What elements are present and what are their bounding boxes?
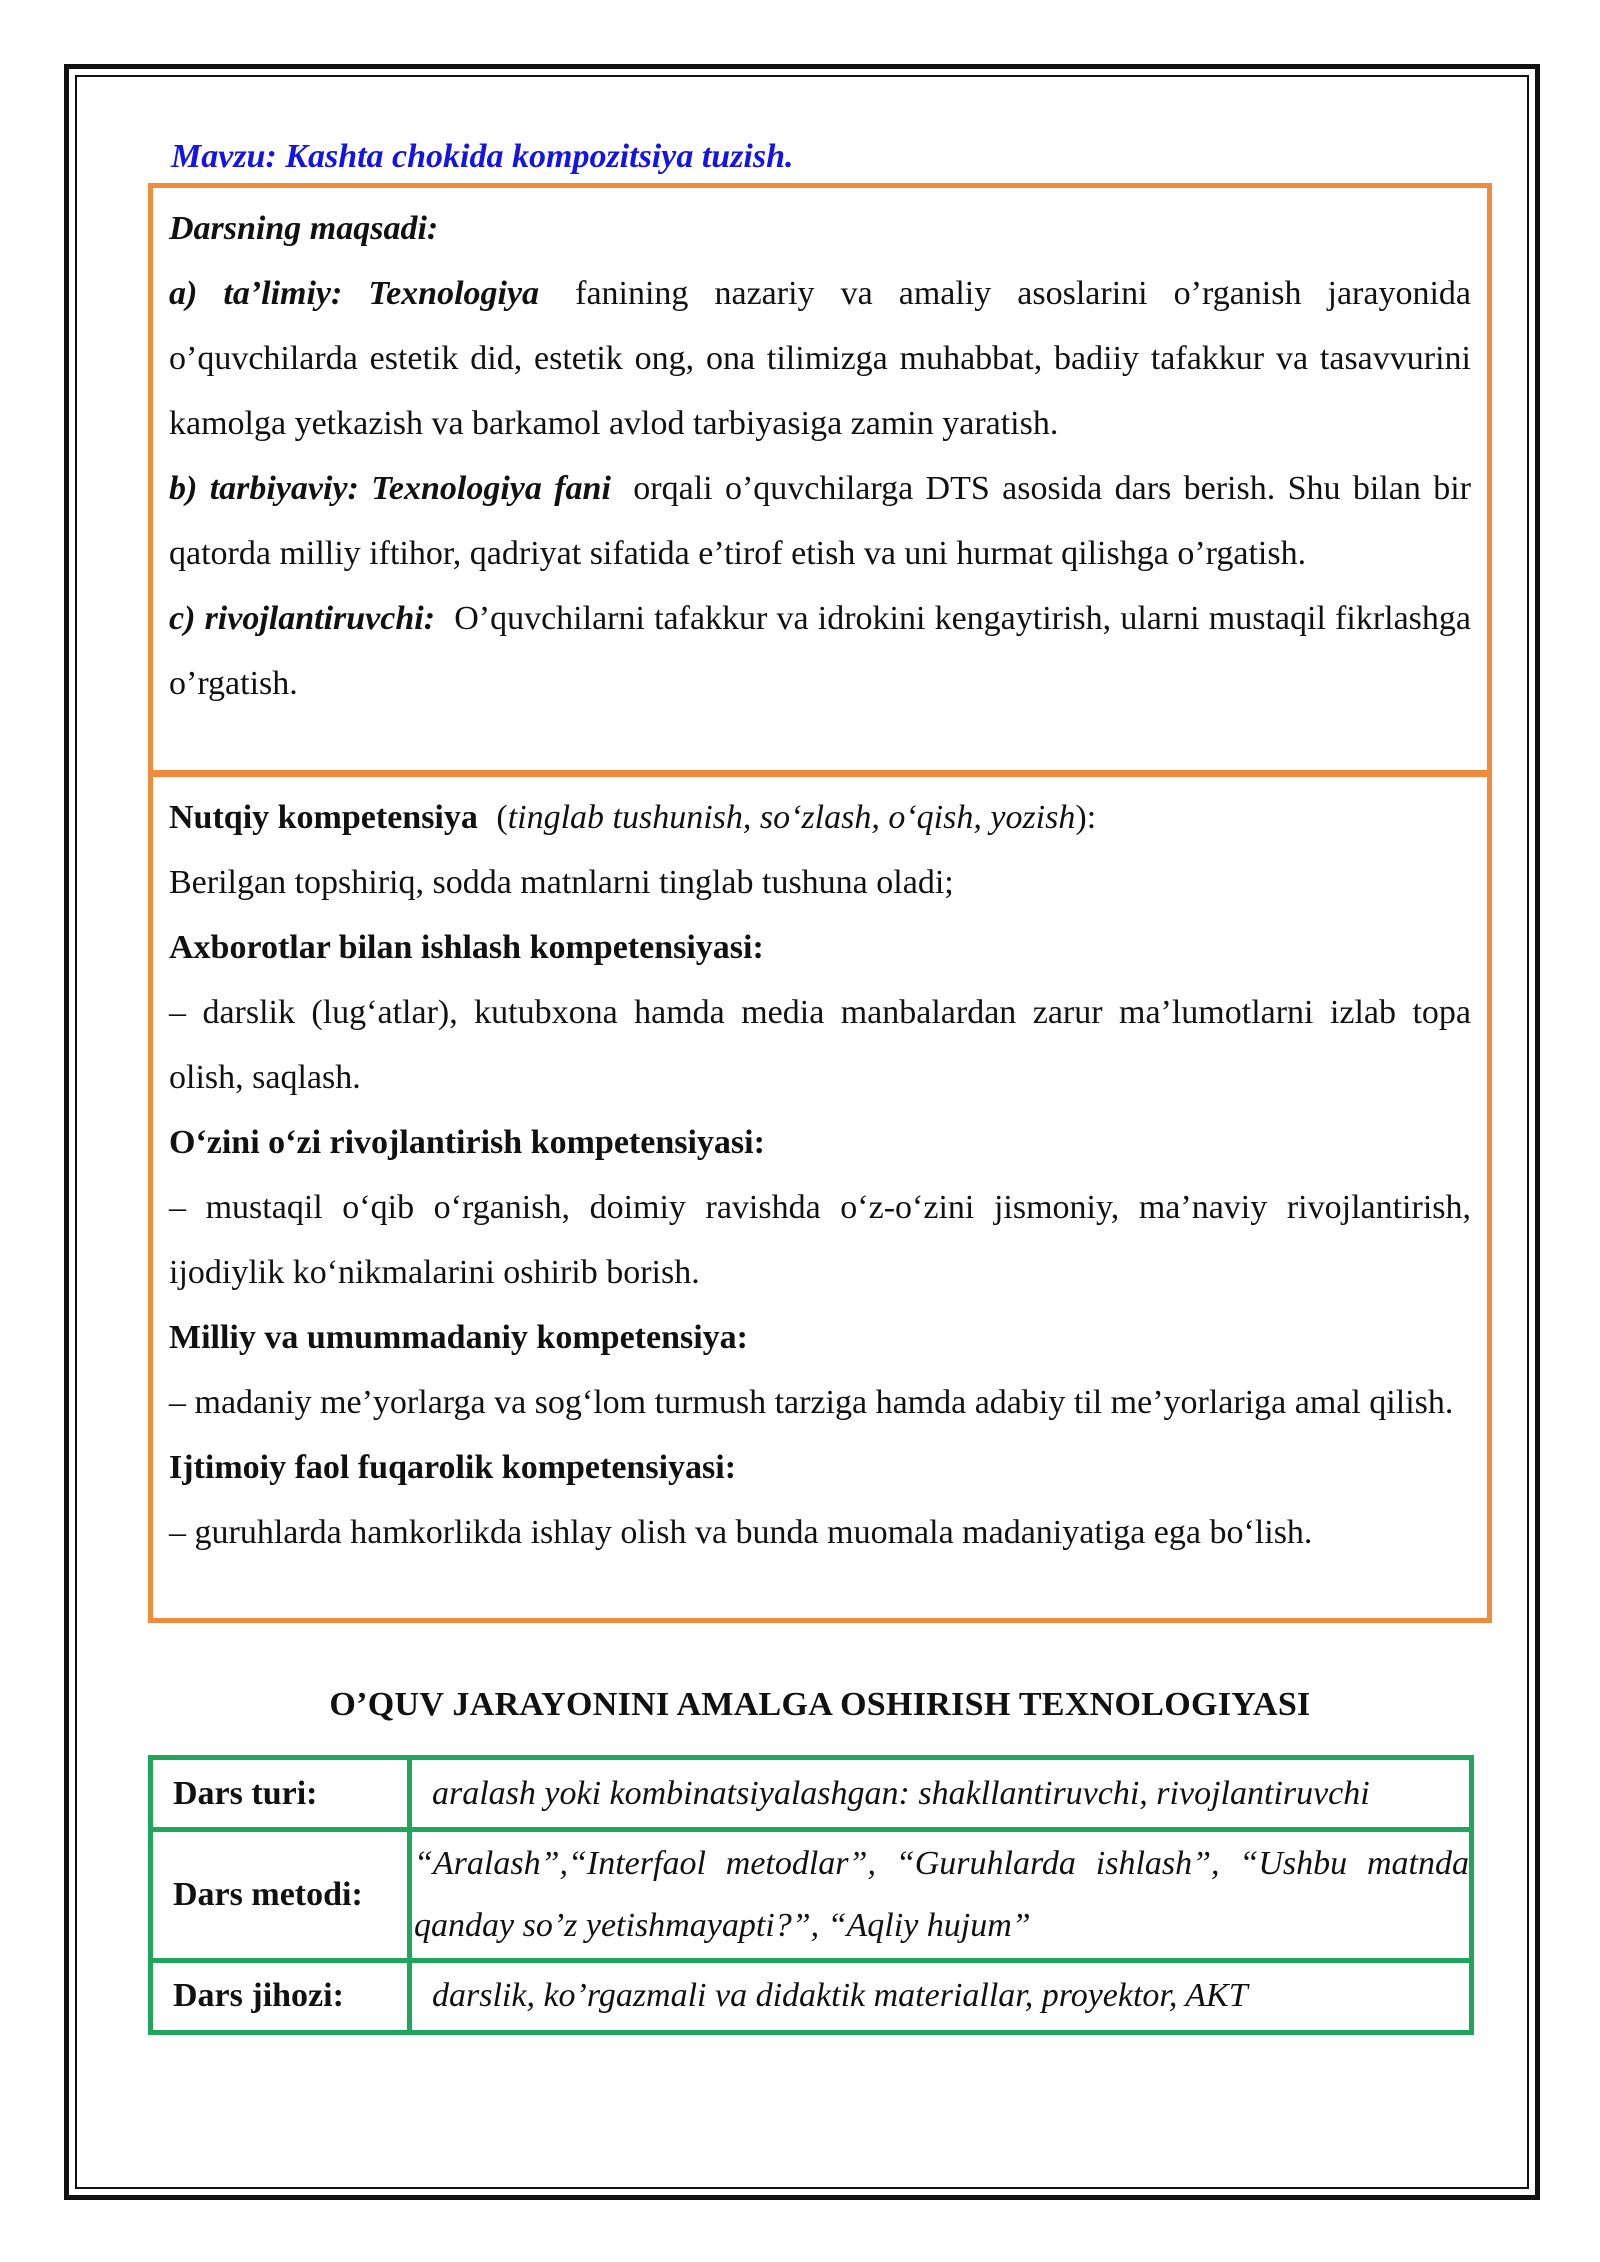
speech-competency-title: Nutqiy kompetensiya — [169, 799, 478, 836]
goal-upbringing — [169, 456, 1471, 586]
speech-paren-close: ): — [1075, 799, 1097, 836]
civic-competency-text: – guruhlarda hamkorlikda ishlay olish va bunda muomala madaniyatiga ega bo‘lish. — [169, 1514, 1313, 1551]
table-row-lesson-type — [151, 1758, 1472, 1830]
goal-upbringing-label: b) tarbiyaviy: — [169, 470, 359, 507]
speech-competency-skills: tinglab tushunish, so‘zlash, o‘qish, yozish — [507, 799, 1076, 836]
goal-developmental-label: c) rivojlantiruvchi: — [169, 600, 436, 637]
culture-competency-title: Milliy va umummadaniy kompetensiya: — [169, 1319, 748, 1356]
goal-educational — [169, 261, 1471, 456]
selfdev-competency-title: O‘zini o‘zi rivojlantirish kompetensiyasi: — [169, 1124, 765, 1161]
goals-heading-text: Darsning maqsadi: — [169, 210, 439, 247]
goal-developmental-text: O’quvchilarni tafakkur va idrokini kengaytirish, ularni mustaqil fikrlashga o’rgatish. — [169, 600, 1472, 702]
section-title: O’QUV JARAYONINI AMALGA OSHIRISH TEXNOLOGIYASI — [329, 1686, 1311, 1723]
lesson-type-value: aralash yoki kombinatsiyalashgan: shakllantiruvchi, rivojlantiruvchi — [410, 1758, 1472, 1830]
speech-competency-heading — [169, 785, 1471, 850]
culture-competency-text: – madaniy me’yorlarga va sog‘lom turmush tarziga hamda adabiy til me’yorlariga amal qilish. — [169, 1384, 1454, 1421]
goal-educational-subject: Texnologiya — [368, 275, 540, 312]
lesson-equipment-value: darslik, ko’rgazmali va didaktik materiallar, proyektor, AKT — [410, 1960, 1472, 2032]
goal-upbringing-subject: Texnologiya fani — [371, 470, 611, 507]
table-row-lesson-method — [151, 1830, 1472, 1960]
info-competency-text: – darslik (lug‘atlar), kutubxona hamda media manbalardan zarur ma’lumotlarni izlab topa olish, saqlash. — [169, 994, 1471, 1096]
civic-competency-title: Ijtimoiy faol fuqarolik kompetensiyasi: — [169, 1449, 737, 1486]
lesson-technology-table — [148, 1755, 1474, 2035]
goal-educational-label: a) ta’limiy: — [169, 275, 343, 312]
goals-heading — [169, 196, 1471, 261]
lesson-method-label: Dars metodi: — [151, 1830, 410, 1960]
speech-paren-open: ( — [496, 799, 508, 836]
lesson-method-value: “Aralash”,“Interfaol metodlar”, “Guruhlarda ishlash”, “Ushbu matnda qanday so’z yetishmayapti?”, “Aqliy hujum” — [410, 1830, 1472, 1960]
goal-upbringing-text: orqali o’quvchilarga DTS asosida dars berish. Shu bilan bir qatorda milliy iftihor, qadriyat sifatida e’tirof etish va uni hurmat qilishga o’rgatish. — [169, 470, 1471, 572]
selfdev-competency-text: – mustaqil o‘qib o‘rganish, doimiy ravishda o‘z-o‘zini jismoniy, ma’naviy rivojlantirish, ijodiylik ko‘nikmalarini oshirib borish. — [169, 1189, 1471, 1291]
lesson-topic: Mavzu: Kashta chokida kompozitsiya tuzish. — [171, 138, 794, 175]
speech-competency-text: Berilgan topshiriq, sodda matnlarni tinglab tushuna oladi; — [169, 864, 954, 901]
table-row-lesson-equipment — [151, 1960, 1472, 2032]
goal-educational-text: fanining nazariy va amaliy asoslarini o’rganish jarayonida o’quvchilarda estetik did, estetik ong, ona tilimizga muhabbat, badiiy tafakkur va tasavvurini kamolga yetkazish va barkamol avlod tarbiyasiga zamin yaratish. — [169, 275, 1472, 442]
lesson-goals-box — [148, 183, 1492, 775]
info-competency-title: Axborotlar bilan ishlash kompetensiyasi: — [169, 929, 764, 966]
lesson-equipment-label: Dars jihozi: — [151, 1960, 410, 2032]
lesson-type-label: Dars turi: — [151, 1758, 410, 1830]
competencies-box — [148, 772, 1492, 1623]
goal-developmental — [169, 586, 1471, 716]
